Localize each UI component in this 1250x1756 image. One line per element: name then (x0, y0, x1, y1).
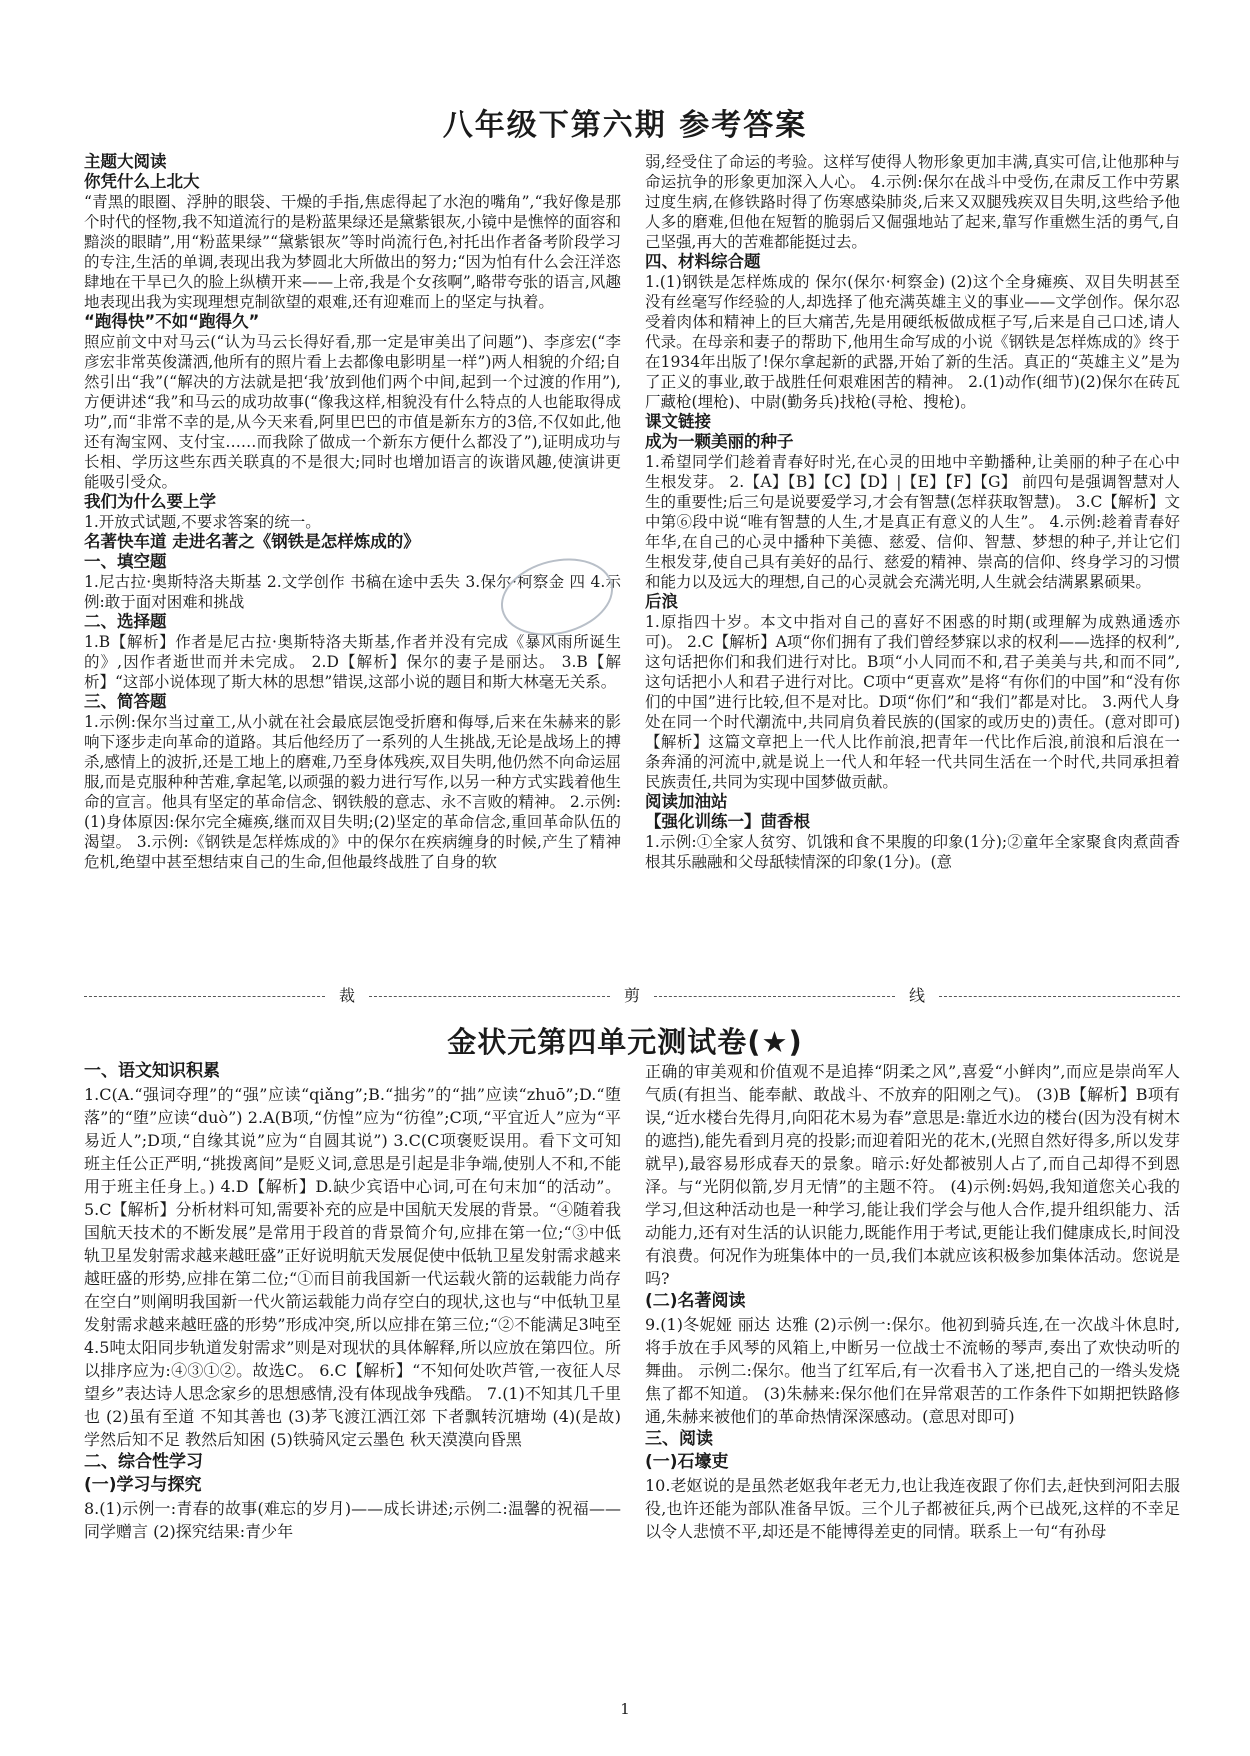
section-heading: (一)石壕吏 (645, 1452, 729, 1472)
cut-line-left-char: 裁 (338, 986, 355, 1005)
cut-line-dash (654, 996, 895, 997)
section-heading: 三、阅读 (645, 1429, 713, 1449)
answer-paragraph: 弱,经受住了命运的考验。这样写使得人物形象更加丰满,真实可信,让他那种与命运抗争的形象更加深入人心。 4.示例:保尔在战斗中受伤,在肃反工作中劳累过度生病,在修铁路时得了伤寒感染肺炎,后来又双腿残疾双目失明,这些给予他人多的磨难,但他在短暂的脆弱后又倔强地站了起来,靠写作重燃生活的勇气,自己坚强,再大的苦难都能挺过去。 (645, 153, 1180, 251)
answer-paragraph: 1.(1)钢铁是怎样炼成的 保尔(保尔·柯察金) (2)这个全身瘫痪、双目失明甚至没有丝毫写作经验的人,却选择了他充满英雄主义的事业——文学创作。保尔忍受着肉体和精神上的巨大痛苦,先是用硬纸板做成框子写,后来是自己口述,请人代录。在母亲和妻子的帮助下,他用生命写成的小说《钢铁是怎样炼成的》终于在1934年出版了!保尔拿起新的武器,开始了新的生活。真正的“英雄主义”是为了正义的事业,敢于战胜任何艰难困苦的精神。 2.(1)动作(细节)(2)保尔在砖瓦厂藏枪(埋枪)、中尉(勤务兵)找枪(寻枪、搜枪)。 (645, 273, 1180, 411)
section-heading: 一、填空题 (84, 552, 167, 571)
answer-paragraph: 照应前文中对马云(“认为马云长得好看,那一定是审美出了问题”)、李彦宏(“李彦宏非常英俊潇洒,他所有的照片看上去都像电影明星一样”)两人相貌的介绍;自然引出“我”(“解决的方法就是把‘我’放到他们两个中间,起到一个过渡的作用”),方便讲述“我”和马云的成功故事(“像我这样,相貌没有什么特点的人也能取得成功”,而“非常不幸的是,从今天来看,阿里巴巴的市值是新东方的3倍,不仅如此,他还有淘宝网、支付宝……而我除了做成一个新东方便什么都没了”),证明成功与长相、学历这些东西关联真的不是很大;同时也增加语言的诙谐风趣,使演讲更能吸引受众。 (84, 333, 621, 491)
cut-line-dash (369, 996, 610, 997)
section-heading: 后浪 (645, 592, 678, 611)
cut-line-mid-char: 剪 (623, 986, 640, 1005)
section-heading: 一、语文知识积累 (84, 1061, 220, 1081)
section-heading: 【强化训练一】茴香根 (645, 812, 810, 831)
section-heading: 二、综合性学习 (84, 1452, 203, 1472)
answer-paragraph: 1.希望同学们趁着青春好时光,在心灵的田地中辛勤播种,让美丽的种子在心中生根发芽。 2.【A】【B】【C】【D】|【E】【F】【G】 前四句是强调智慧对人生的重要性;后三句是说要爱学习,才会有智慧(怎样获取智慧)。 3.C【解析】文中第⑥段中说“唯有智慧的人生,才是真正有意义的人生”。 4.示例:趁着青春好年华,在自己的心灵中播种下美德、慈爱、信仰、智慧、梦想的种子,并让它们生根发芽,使自己具有美好的品行、慈爱的精神、崇高的信仰、终身学习的习惯和能力以及远大的理想,自己的心灵就会充满光明,人生就会结满累累硕果。 (645, 453, 1180, 591)
section-heading: “跑得快”不如“跑得久” (84, 312, 260, 331)
cut-line-dash (939, 996, 1180, 997)
section-heading: 三、简答题 (84, 692, 167, 711)
section-heading: 主题大阅读 (84, 152, 167, 171)
answer-column-2 (645, 152, 1180, 978)
section-title: 金状元第四单元测试卷(★) (447, 1025, 803, 1059)
answer-paragraph: 10.老妪说的是虽然老妪我年老无力,也让我连夜跟了你们去,赶快到河阳去服役,也许还能为部队准备早饭。三个儿子都被征兵,两个已战死,这样的不幸足以令人悲愤不平,却还是不能博得差吏的同情。联系上一句“有孙母 (645, 1476, 1180, 1541)
section-heading: 你凭什么上北大 (84, 172, 200, 191)
answer-paragraph: 1.示例:保尔当过童工,从小就在社会最底层饱受折磨和侮辱,后来在朱赫来的影响下逐步走向革命的道路。其后他经历了一系列的人生挑战,无论是战场上的搏杀,感情上的波折,还是工地上的磨难,乃至身体残疾,双目失明,他仍然不向命运屈服,而是克服种种苦难,拿起笔,以顽强的毅力进行写作,以另一种方式实践着他生命的宣言。他具有坚定的革命信念、钢铁般的意志、永不言败的精神。 2.示例:(1)身体原因:保尔完全瘫痪,继而双目失明;(2)坚定的革命信念,重回革命队伍的渴望。 3.示例:《钢铁是怎样炼成的》中的保尔在疾病缠身的时候,产生了精神危机,绝望中甚至想结束自己的生命,但他最终战胜了自身的软 (84, 713, 621, 871)
cut-line (84, 984, 1180, 1008)
answer-paragraph: 8.(1)示例一:青春的故事(难忘的岁月)——成长讲述;示例二:温馨的祝福——同学赠言 (2)探究结果:青少年 (84, 1499, 621, 1541)
answer-paragraph: 1.原指四十岁。本文中指对自己的喜好不困惑的时期(或理解为成熟通透亦可)。 2.C【解析】A项“你们拥有了我们曾经梦寐以求的权利——选择的权利”,这句话把你们和我们进行对比。B项“小人同而不和,君子美美与共,和而不同”,这句话把小人和君子进行对比。C项中“更喜欢”是将“有你们的中国”和“没有你们的中国”进行比较,但不是对比。D项“你们”和“我们”都是对比。 3.两代人身处在同一个时代潮流中,共同肩负着民族的(国家的或历史的)责任。(意对即可)【解析】这篇文章把上一代人比作前浪,把青年一代比作后浪,前浪和后浪在一条奔涌的河流中,就是说上一代人和年轻一代共同生活在一个时代,共同承担着民族责任,共同为实现中国梦做贡献。 (645, 613, 1180, 791)
section-heading: 名著快车道 走进名著之《钢铁是怎样炼成的》 (84, 532, 420, 551)
page-number: 1 (620, 1700, 630, 1718)
cut-line-dash (84, 996, 325, 997)
answer-paragraph: 正确的审美观和价值观不是追捧“阴柔之风”,喜爱“小鲜肉”,而应是崇尚军人气质(有担当、能奉献、敢战斗、不放弃的阳刚之气)。 (3)B【解析】B项有误,“近水楼台先得月,向阳花木易为春”意思是:靠近水边的楼台(因为没有树木的遮挡),能先看到月亮的投影;而迎着阳光的花木,(光照自然好得多,所以发芽就早),最容易形成春天的景象。暗示:好处都被别人占了,而自己却得不到恩泽。与“光阴似箭,岁月无情”的主题不符。 (4)示例:妈妈,我知道您关心我的学习,但这种活动也是一种学习,能让我们学会与他人合作,提升组织能力、活动能力,还有对生活的认识能力,既能作用于考试,更能让我们健康成长,时间没有浪费。何况作为班集体中的一员,我们本就应该积极参加集体活动。您说是吗? (645, 1062, 1180, 1288)
page-title: 八年级下第六期 参考答案 (442, 108, 808, 143)
answer-paragraph: 1.B【解析】作者是尼古拉·奥斯特洛夫斯基,作者并没有完成《暴风雨所诞生的》,因作者逝世而并未完成。 2.D【解析】保尔的妻子是丽达。 3.B【解析】“这部小说体现了斯大林的思想”错误,这部小说的题目和斯大林毫无关系。 (84, 633, 621, 691)
section-heading: 我们为什么要上学 (84, 492, 216, 511)
answer-paragraph: 1.尼古拉·奥斯特洛夫斯基 2.文学创作 书稿在途中丢失 3.保尔·柯察金 四 4.示例:敢于面对困难和挑战 (84, 573, 621, 611)
answer-paragraph: “青黑的眼圈、浮肿的眼袋、干燥的手指,焦虑得起了水泡的嘴角”,“我好像是那个时代的怪物,我不知道流行的是粉蓝果绿还是黛紫银灰,小镜中是憔悴的面容和黯淡的眼睛”,用“粉蓝果绿”“黛紫银灰”等时尚流行色,衬托出作者备考阶段学习的专注,生活的单调,表现出我为梦圆北大所做出的努力;“因为怕有什么会汪洋恣肆地在干旱已久的脸上纵横开来——上帝,我是个女孩啊”,略带夸张的语言,风趣地表现出我为实现理想克制欲望的艰难,还有迎难而上的坚定与执着。 (84, 193, 621, 311)
answer-paragraph: 9.(1)冬妮娅 丽达 达雅 (2)示例一:保尔。他初到骑兵连,在一次战斗休息时,将手放在手风琴的风箱上,中断另一位战士不流畅的琴声,奏出了欢快动听的舞曲。 示例二:保尔。他当了红军后,有一次看书入了迷,把自己的一绺头发烧焦了都不知道。 (3)朱赫来:保尔他们在异常艰苦的工作条件下如期把铁路修通,朱赫来被他们的革命热情深深感动。(意思对即可) (645, 1315, 1180, 1426)
section-heading: 四、材料综合题 (645, 252, 761, 271)
section-heading: 成为一颗美丽的种子 (645, 432, 794, 451)
section-heading: (一)学习与探究 (84, 1475, 202, 1495)
section-heading: (二)名著阅读 (645, 1291, 746, 1311)
section-heading: 阅读加油站 (645, 792, 728, 811)
section-heading: 二、选择题 (84, 612, 167, 631)
section-heading: 课文链接 (645, 412, 711, 431)
answer-paragraph: 1.开放式试题,不要求答案的统一。 (84, 513, 321, 531)
cut-line-right-char: 线 (908, 986, 925, 1005)
answer-column-3 (84, 1060, 621, 1710)
answer-column-4 (645, 1060, 1180, 1710)
answer-paragraph: 1.示例:①全家人贫穷、饥饿和食不果腹的印象(1分);②童年全家聚食肉煮茴香根其乐融融和父母舐犊情深的印象(1分)。(意 (645, 833, 1180, 871)
answer-paragraph: 1.C(A.“强词夺理”的“强”应读“qiǎng”;B.“拙劣”的“拙”应读“zhuō”;D.“堕落”的“堕”应读“duò”) 2.A(B项,“仿惶”应为“彷徨”;C项,“平宜近人”应为“平易近人”;D项,“自缘其说”应为“自圆其说”) 3.C(C项褒贬误用。看下文可知班主任公正严明,“挑拨离间”是贬义词,意思是引起是非争端,使别人不和,不能用于班主任身上。) 4.D【解析】D.缺少宾语中心词,可在句末加“的活动”。 5.C【解析】分析材料可知,需要补充的应是中国航天发展的背景。“④随着我国航天技术的不断发展”是常用于段首的背景简介句,应排在第一位;“③中低轨卫星发射需求越来越旺盛”正好说明航天发展促使中低轨卫星发射需求越来越旺盛的形势,应排在第二位;“①而目前我国新一代运载火箭的运载能力尚存在空白”则阐明我国新一代火箭运载能力尚存空白的现状,这也与“中低轨卫星发射需求越来越旺盛的形势”形成冲突,所以应排在第三位;“②不能满足3吨至4.5吨太阳同步轨道发射需求”则是对现状的具体解释,所以应放在第四位。所以排序应为:④③①②。故选C。 6.C【解析】“不知何处吹芦管,一夜征人尽望乡”表达诗人思念家乡的思想感情,没有体现战争残酷。 7.(1)不知其几千里也 (2)虽有至道 不知其善也 (3)茅飞渡江洒江郊 下者飘转沉塘坳 (4)(是故)学然后知不足 教然后知困 (5)铁骑风定云墨色 秋天漠漠向昏黑 (84, 1085, 621, 1449)
